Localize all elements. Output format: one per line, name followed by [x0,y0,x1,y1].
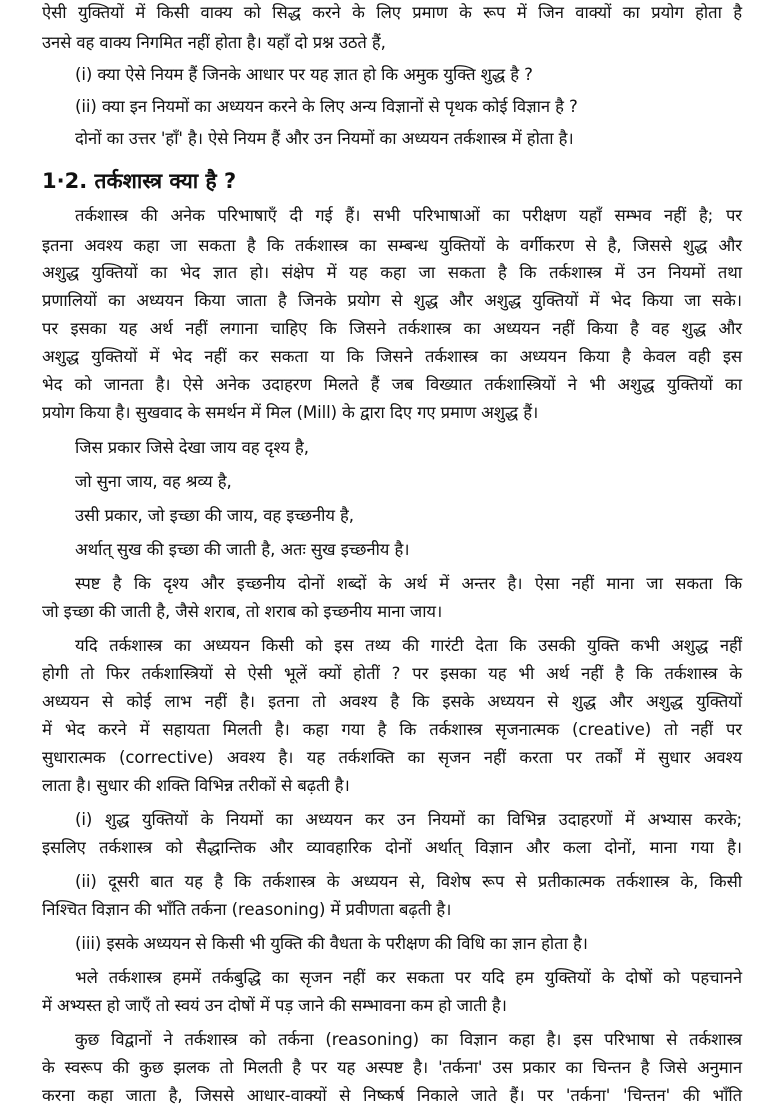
quote-line: अर्थात् सुख की इच्छा की जाती है, अतः सुख इच्छनीय है। [75,540,410,559]
text-line: स्पष्ट है कि दृश्य और इच्छनीय दोनों शब्दों के अर्थ में अन्तर है। ऐसा नहीं माना जा सकता कि [75,574,742,593]
text-line: अशुद्ध युक्तियों में भेद नहीं कर सकता या कि जिसने तर्कशास्त्र का अध्ययन किया है केवल वही इस [42,347,742,366]
point-1-line: इसलिए तर्कशास्त्र को सैद्धान्तिक और व्यावहारिक दोनों अर्थात् विज्ञान और कला दोनों, माना गया है। [42,838,742,857]
text-line: सुधारात्मक (corrective) अवश्य है। यह तर्कशक्ति का सृजन नहीं करता पर तर्कों में सुधार अवश्य [42,748,742,767]
point-1-line: (i) शुद्ध युक्तियों के नियमों का अध्ययन कर उन नियमों का विभिन्न उदाहरणों में अभ्यास करके; [75,810,742,829]
question-2: (ii) क्या इन नियमों का अध्ययन करने के लिए अन्य विज्ञानों से पृथक कोई विज्ञान है ? [75,97,578,116]
text-line: यदि तर्कशास्त्र का अध्ययन किसी को इस तथ्य की गारंटी देता कि उसकी युक्ति कभी अशुद्ध नहीं [75,636,742,655]
quote-line: उसी प्रकार, जो इच्छा की जाय, वह इच्छनीय है, [75,506,354,525]
text-line: होगी तो फिर तर्कशास्त्रियों से ऐसी भूलें क्यों होतीं ? पर इसका यह भी अर्थ नहीं है कि तर्कशास्त्र के [42,664,742,683]
answer-line: दोनों का उत्तर 'हाँ' है। ऐसे नियम हैं और उन नियमों का अध्ययन तर्कशास्त्र में होता है। [75,129,574,148]
text-line: करना कहा जाता है, जिससे आधार-वाक्यों से निष्कर्ष निकाले जाते हैं। पर 'तर्कना' 'चिन्तन' की भाँति [42,1086,742,1105]
text-line: लाता है। सुधार की शक्ति विभिन्न तरीकों से बढ़ती है। [42,776,350,795]
text-line: में अभ्यस्त हो जाएँ तो स्वयं उन दोषों में पड़ जाने की सम्भावना कम हो जाती है। [42,996,507,1015]
text-line: उनसे वह वाक्य निगमित नहीं होता है। यहाँ दो प्रश्न उठते हैं, [42,33,386,52]
text-line: भले तर्कशास्त्र हममें तर्कबुद्धि का सृजन नहीं कर सकता पर यदि हम युक्तियों के दोषों को पहचानने [75,968,742,987]
text-line: कुछ विद्वानों ने तर्कशास्त्र को तर्कना (reasoning) का विज्ञान कहा है। इस परिभाषा से तर्कशास्त्र [75,1030,742,1049]
text-line: इतना अवश्य कहा जा सकता है कि तर्कशास्त्र का सम्बन्ध युक्तियों के वर्गीकरण से है, जिससे शुद्ध और [42,236,742,255]
quote-line: जो सुना जाय, वह श्रव्य है, [75,472,232,491]
quote-line: जिस प्रकार जिसे देखा जाय वह दृश्य है, [75,438,309,457]
text-line: तर्कशास्त्र की अनेक परिभाषाएँ दी गई हैं। सभी परिभाषाओं का परीक्षण यहाँ सम्भव नहीं है; पर [75,206,742,225]
text-line: पर इसका यह अर्थ नहीं लगाना चाहिए कि जिसने तर्कशास्त्र का अध्ययन नहीं किया है वह शुद्ध और [42,319,742,338]
point-2-line: (ii) दूसरी बात यह है कि तर्कशास्त्र के अध्ययन से, विशेष रूप से प्रतीकात्मक तर्कशास्त्र के, किसी [75,872,742,891]
text-line: ऐसी युक्तियों में किसी वाक्य को सिद्ध करने के लिए प्रमाण के रूप में जिन वाक्यों का प्रयोग होता है [42,3,742,22]
text-line: अशुद्ध युक्तियों का भेद ज्ञात हो। संक्षेप में यह कहा जा सकता है कि तर्कशास्त्र में उन नियमों तथा [42,263,742,282]
text-line: प्रणालियों का अध्ययन किया जाता है जिनके प्रयोग से शुद्ध और अशुद्ध युक्तियों में भेद किया जा सके। [42,291,742,310]
question-1: (i) क्या ऐसे नियम हैं जिनके आधार पर यह ज्ञात हो कि अमुक युक्ति शुद्ध है ? [75,65,533,84]
point-3-line: (iii) इसके अध्ययन से किसी भी युक्ति की वैधता के परीक्षण की विधि का ज्ञान होता है। [75,934,588,953]
point-2-line: निश्चित विज्ञान की भाँति तर्कना (reasoning) में प्रवीणता बढ़ती है। [42,900,452,919]
section-heading: 1·2. तर्कशास्त्र क्या है ? [42,169,237,193]
text-line: में भेद करने में सहायता मिलती है। कहा गया है कि तर्कशास्त्र सृजनात्मक (creative) तो नहीं पर [42,720,742,739]
text-line: भेद को जानता है। ऐसे अनेक उदाहरण मिलते हैं जब विख्यात तर्कशास्त्रियों ने भी अशुद्ध युक्तियों का [42,375,742,394]
text-line: अध्ययन से कोई लाभ नहीं है। इतना तो अवश्य है कि इसके अध्ययन से शुद्ध और अशुद्ध युक्तियों [42,692,742,711]
text-line: प्रयोग किया है। सुखवाद के समर्थन में मिल (Mill) के द्वारा दिए गए प्रमाण अशुद्ध हैं। [42,403,539,422]
text-line: के स्वरूप की कुछ झलक तो मिलती है पर यह अस्पष्ट है। 'तर्कना' उस प्रकार का चिन्तन है जिसे अनुमान [42,1058,742,1077]
text-line: जो इच्छा की जाती है, जैसे शराब, तो शराब को इच्छनीय माना जाय। [42,602,443,621]
